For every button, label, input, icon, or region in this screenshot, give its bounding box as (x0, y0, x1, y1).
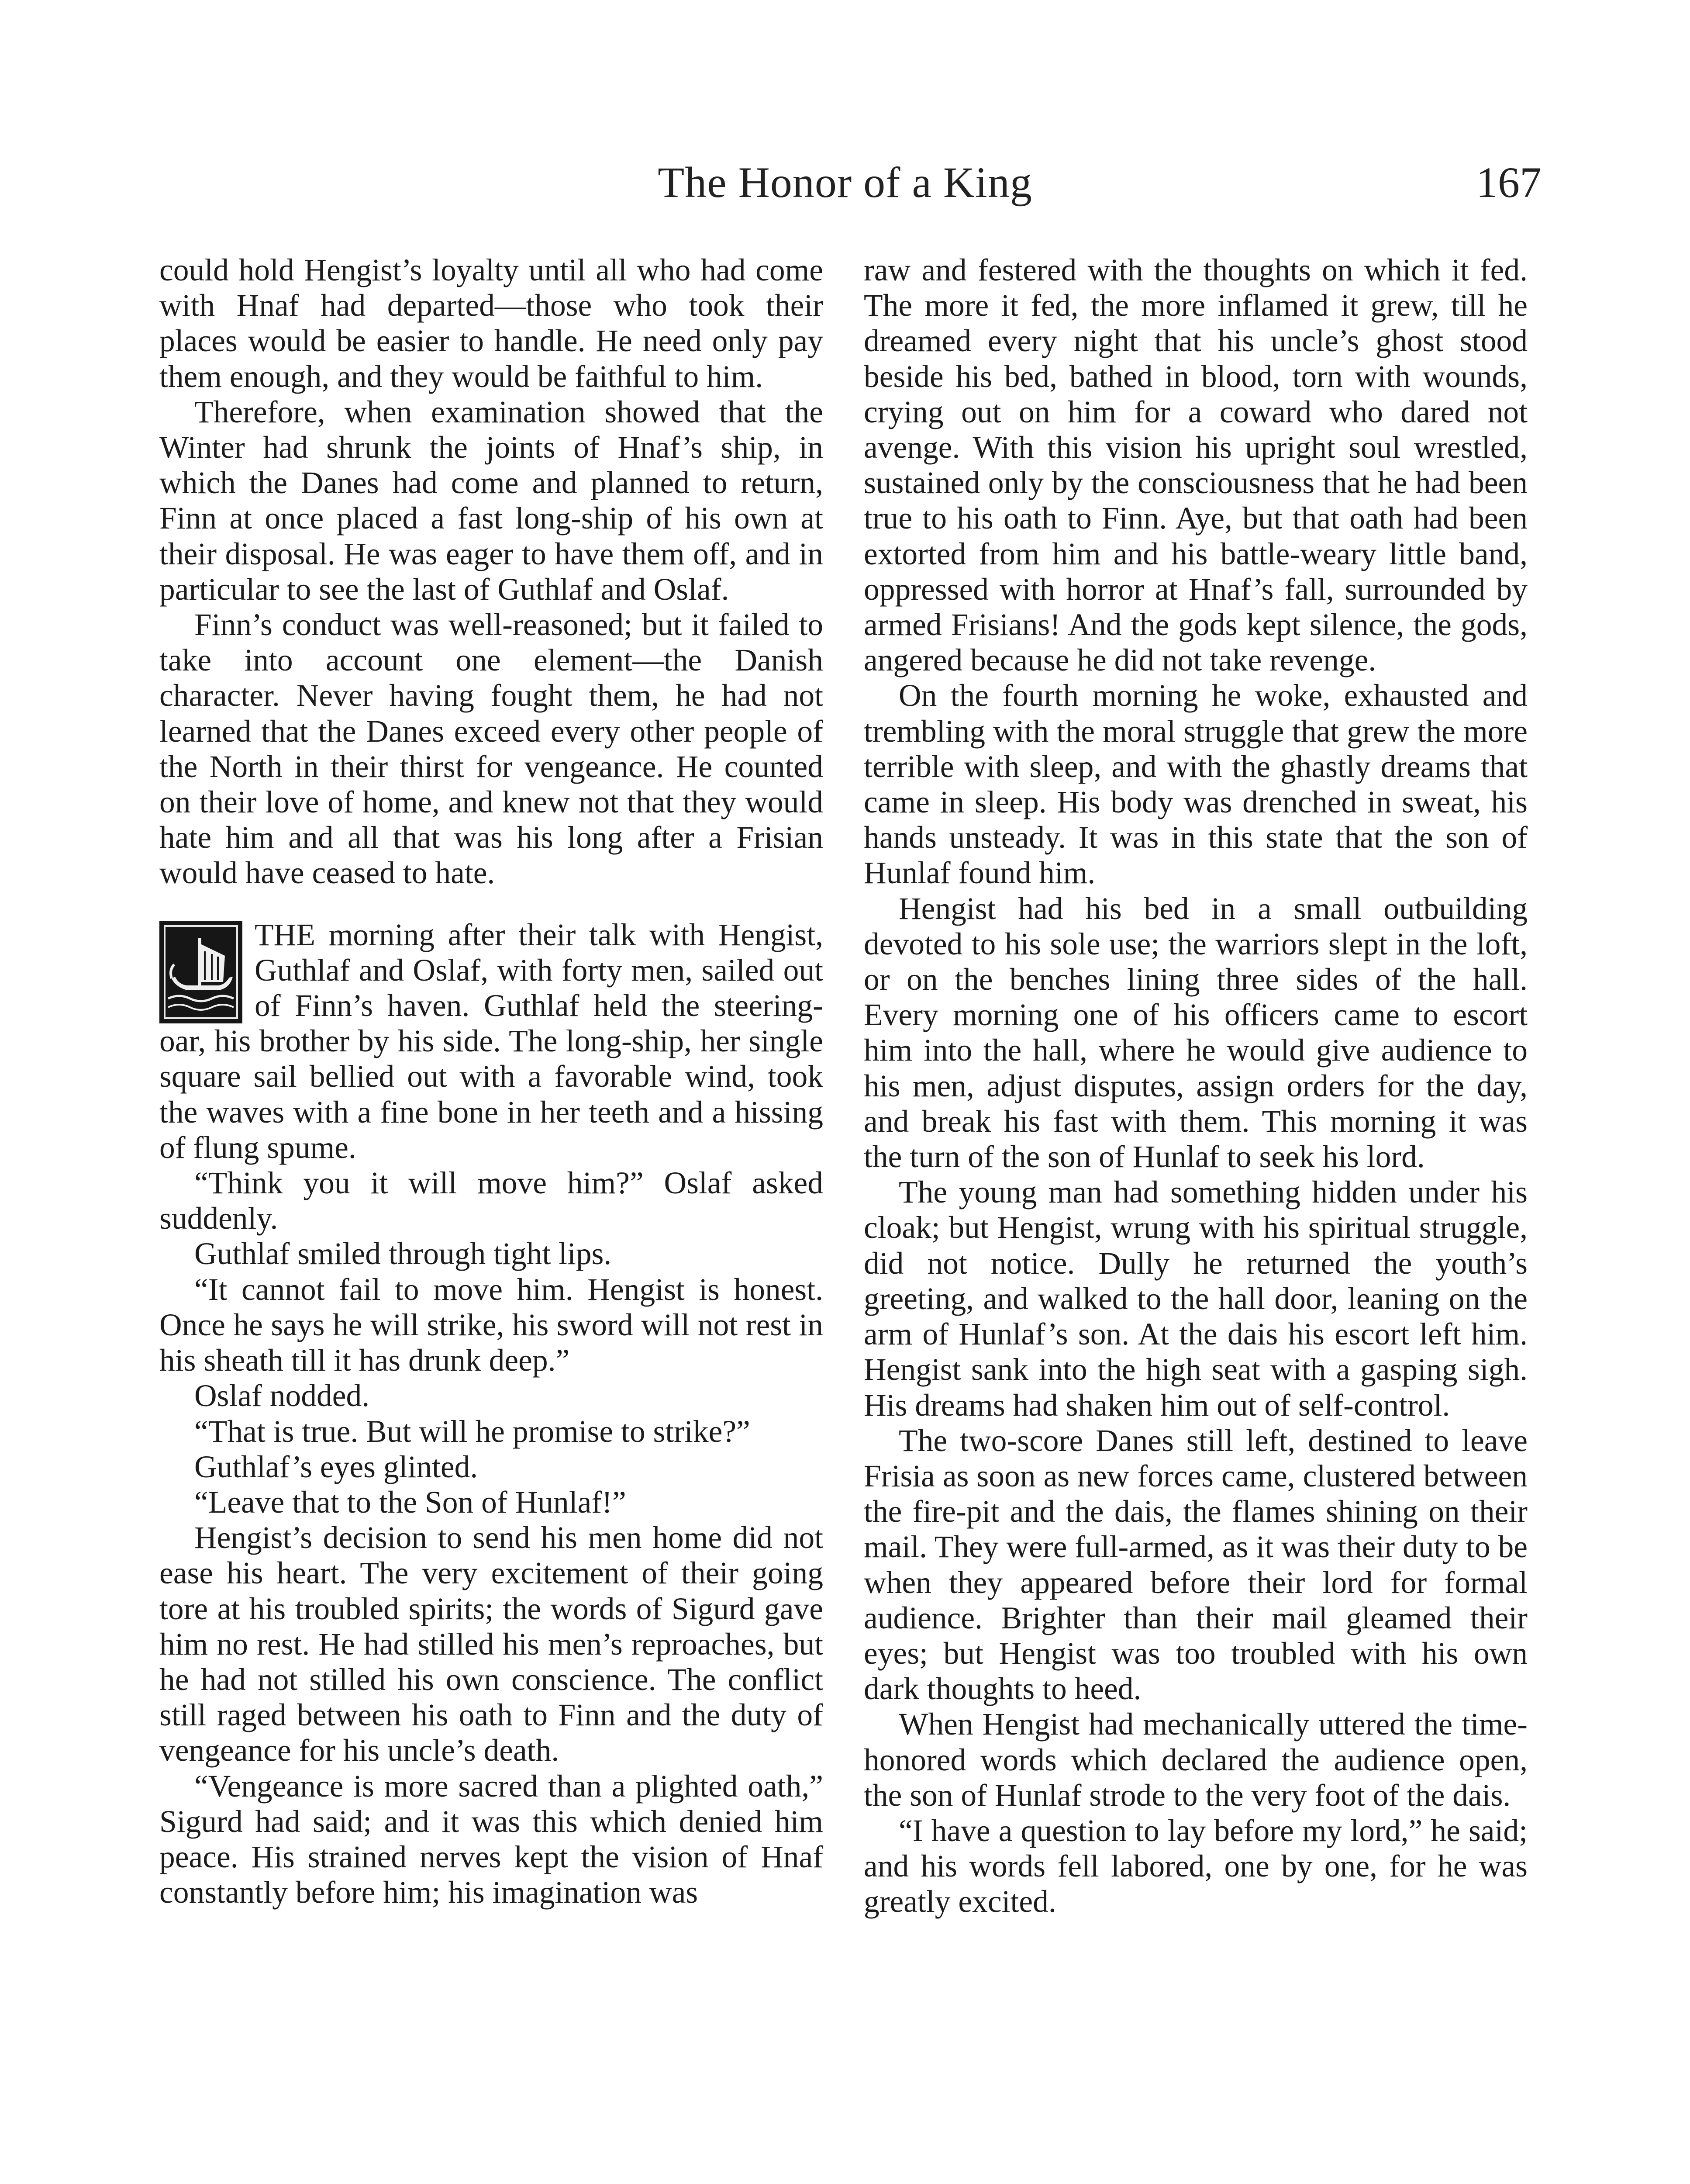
paragraph: The young man had something hidden under his cloak; but Hengist, wrung with his spiritual struggle, did not notice. Dully he returned the youth’s greeting, and walked to the hall door, leaning on the arm of Hunlaf’s son. At the dais his escort left him. Hengist sank into the high seat with a gasping sigh. His dreams had shaken him out of self-control. (864, 1175, 1528, 1423)
paragraph: could hold Hengist’s loyalty until all who had come with Hnaf had departed—those who took their places would be easier to handle. He need only pay them enough, and they would be faithful to him. (159, 253, 823, 394)
paragraph: Hengist had his bed in a small outbuilding devoted to his sole use; the warriors slept in the loft, or on the benches lining three sides of the hall. Every morning one of his officers came to escort him into the hall, where he would give audience to his men, adjust disputes, assign orders for the day, and break his fast with them. This morning it was the turn of the son of Hunlaf to seek his lord. (864, 891, 1528, 1175)
paragraph: “It cannot fail to move him. Hengist is honest. Once he says he will strike, his sword will not rest in his sheath till it has drunk deep.” (159, 1272, 823, 1378)
page-header (148, 157, 1542, 218)
page-number: 167 (1476, 158, 1542, 207)
paragraph: Oslaf nodded. (194, 1379, 370, 1413)
paragraph: On the fourth morning he woke, exhausted and trembling with the moral struggle that grew the more terrible with sleep, and with the ghastly dreams that came in sleep. His body was drenched in sweat, his hands unsteady. It was in this state that the son of Hunlaf found him. (864, 678, 1528, 891)
paragraph: “That is true. But will he promise to strike?” (194, 1414, 750, 1449)
section-start-paragraph (159, 917, 823, 1165)
section-start-text: THE morning after their talk with Hengist, Guthlaf and Oslaf, with forty men, sailed out of Finn’s haven. Guthlaf held the steering-oar, his brother by his side. The long-ship, her single square sail bellied out with a favorable wind, took the waves with a fine bone in her teeth and a hissing of flung spume. (159, 917, 823, 1165)
left-column (159, 252, 823, 1910)
paragraph: “I have a question to lay before my lord,” he said; and his words fell labored, one by one, for he was greatly excited. (864, 1813, 1528, 1919)
running-title: The Honor of a King (658, 158, 1032, 207)
right-column (864, 252, 1528, 1920)
paragraph: raw and festered with the thoughts on which it fed. The more it fed, the more inflamed it grew, till he dreamed every night that his uncle’s ghost stood beside his bed, bathed in blood, torn with wounds, crying out on him for a coward who dared not avenge. With this vision his upright soul wrestled, sustained only by the consciousness that he had been true to his oath to Finn. Aye, but that oath had been extorted from him and his battle-weary little band, oppressed with horror at Hnaf’s fall, surrounded by armed Frisians! And the gods kept silence, the gods, angered because he did not take revenge. (864, 253, 1528, 678)
paragraph: The two-score Danes still left, destined to leave Frisia as soon as new forces came, clustered between the fire-pit and the dais, the flames shining on their mail. They were full-armed, as it was their duty to be when they appeared before their lord for formal audience. Brighter than their mail gleamed their eyes; but Hengist was too troubled with his own dark thoughts to heed. (864, 1423, 1528, 1707)
paragraph: Therefore, when examination showed that the Winter had shrunk the joints of Hnaf’s ship, in which the Danes had come and planned to return, Finn at once placed a fast long-ship of his own at their disposal. He was eager to have them off, and in particular to see the last of Guthlaf and Oslaf. (159, 394, 823, 607)
paragraph: “Think you it will move him?” Oslaf asked suddenly. (159, 1166, 823, 1236)
paragraph: “Leave that to the Son of Hunlaf!” (194, 1485, 626, 1520)
paragraph: “Vengeance is more sacred than a plighted oath,” Sigurd had said; and it was this which denied him peace. His strained nerves kept the vision of Hnaf constantly before him; his imagination was (159, 1769, 823, 1910)
paragraph: Hengist’s decision to send his men home did not ease his heart. The very excitement of their going tore at his troubled spirits; the words of Sigurd gave him no rest. He had stilled his men’s reproaches, but he had not stilled his own conscience. The conflict still raged between his oath to Finn and the duty of vengeance for his uncle’s death. (159, 1521, 823, 1768)
viking-ship-icon (159, 921, 242, 1023)
paragraph: When Hengist had mechanically uttered the time-honored words which declared the audience open, the son of Hunlaf strode to the very foot of the dais. (864, 1707, 1528, 1813)
paragraph: Finn’s conduct was well-reasoned; but it failed to take into account one element—the Danish character. Never having fought them, he had not learned that the Danes exceed every other people of the North in their thirst for vengeance. He counted on their love of home, and knew not that they would hate him and all that was his long after a Frisian would have ceased to hate. (159, 608, 823, 891)
paragraph: Guthlaf’s eyes glinted. (194, 1449, 478, 1484)
paragraph: Guthlaf smiled through tight lips. (194, 1237, 612, 1272)
